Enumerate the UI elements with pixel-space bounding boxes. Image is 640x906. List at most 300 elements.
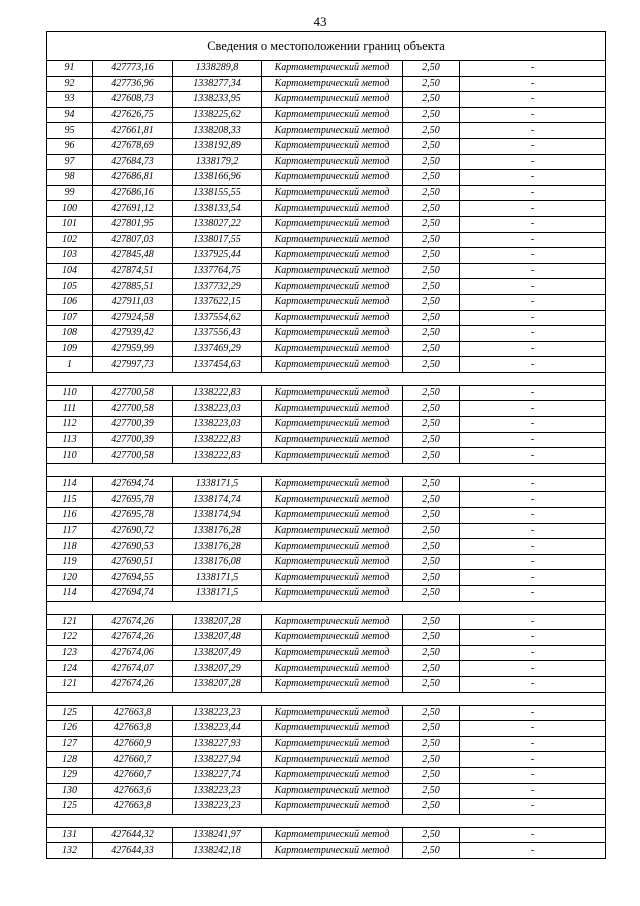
method-cell: Картометрический метод: [262, 736, 403, 752]
precision-cell: 2,50: [403, 570, 460, 586]
coord-x-cell: 427674,07: [93, 661, 173, 677]
method-cell: Картометрический метод: [262, 705, 403, 721]
coord-y-cell: 1338027,22: [173, 216, 262, 232]
precision-cell: 2,50: [403, 843, 460, 859]
point-number-cell: 101: [47, 216, 93, 232]
description-cell: -: [460, 61, 606, 77]
coord-x-cell: 427690,51: [93, 554, 173, 570]
method-cell: Картометрический метод: [262, 614, 403, 630]
coord-y-cell: 1338208,33: [173, 123, 262, 139]
method-cell: Картометрический метод: [262, 154, 403, 170]
precision-cell: 2,50: [403, 92, 460, 108]
coord-x-cell: 427700,39: [93, 417, 173, 433]
point-number-cell: 98: [47, 170, 93, 186]
coord-y-cell: 1337764,75: [173, 263, 262, 279]
table-row: [47, 279, 606, 295]
coord-x-cell: 427663,8: [93, 705, 173, 721]
coord-x-cell: 427997,73: [93, 357, 173, 373]
method-cell: Картометрический метод: [262, 232, 403, 248]
boundary-points-table: [46, 31, 606, 859]
description-cell: -: [460, 310, 606, 326]
method-cell: Картометрический метод: [262, 138, 403, 154]
table-row: [47, 827, 606, 843]
table-row: [47, 201, 606, 217]
precision-cell: 2,50: [403, 341, 460, 357]
description-cell: -: [460, 401, 606, 417]
precision-cell: 2,50: [403, 326, 460, 342]
coord-y-cell: 1338176,28: [173, 539, 262, 555]
point-number-cell: 111: [47, 401, 93, 417]
table-row: [47, 783, 606, 799]
point-number-cell: 119: [47, 554, 93, 570]
coord-x-cell: 427911,03: [93, 294, 173, 310]
table-row: [47, 341, 606, 357]
precision-cell: 2,50: [403, 492, 460, 508]
precision-cell: 2,50: [403, 539, 460, 555]
description-cell: -: [460, 539, 606, 555]
precision-cell: 2,50: [403, 752, 460, 768]
page-number: 43: [313, 14, 327, 29]
table-row: [47, 645, 606, 661]
description-cell: -: [460, 341, 606, 357]
method-cell: Картометрический метод: [262, 827, 403, 843]
coord-y-cell: 1338242,18: [173, 843, 262, 859]
point-number-cell: 125: [47, 799, 93, 815]
table-row: [47, 630, 606, 646]
method-cell: Картометрический метод: [262, 492, 403, 508]
table-row: [47, 554, 606, 570]
group-separator: [47, 601, 606, 614]
coord-y-cell: 1338233,95: [173, 92, 262, 108]
coord-y-cell: 1337732,29: [173, 279, 262, 295]
point-number-cell: 128: [47, 752, 93, 768]
precision-cell: 2,50: [403, 783, 460, 799]
description-cell: -: [460, 263, 606, 279]
table-title-row: [47, 32, 606, 61]
coord-x-cell: 427626,75: [93, 107, 173, 123]
description-cell: -: [460, 676, 606, 692]
method-cell: Картометрический метод: [262, 448, 403, 464]
table-row: [47, 107, 606, 123]
method-cell: Картометрический метод: [262, 661, 403, 677]
coord-x-cell: 427695,78: [93, 508, 173, 524]
coord-x-cell: 427874,51: [93, 263, 173, 279]
table-row: [47, 614, 606, 630]
method-cell: Картометрический метод: [262, 357, 403, 373]
coord-x-cell: 427644,33: [93, 843, 173, 859]
coord-x-cell: 427674,26: [93, 676, 173, 692]
point-number-cell: 122: [47, 630, 93, 646]
description-cell: -: [460, 385, 606, 401]
method-cell: Картометрический метод: [262, 279, 403, 295]
method-cell: Картометрический метод: [262, 676, 403, 692]
method-cell: Картометрический метод: [262, 385, 403, 401]
table-row: [47, 123, 606, 139]
precision-cell: 2,50: [403, 586, 460, 602]
description-cell: -: [460, 248, 606, 264]
point-number-cell: 113: [47, 432, 93, 448]
description-cell: -: [460, 279, 606, 295]
coord-y-cell: 1338289,8: [173, 61, 262, 77]
coord-y-cell: 1338133,54: [173, 201, 262, 217]
precision-cell: 2,50: [403, 357, 460, 373]
precision-cell: 2,50: [403, 170, 460, 186]
description-cell: -: [460, 705, 606, 721]
description-cell: -: [460, 216, 606, 232]
precision-cell: 2,50: [403, 61, 460, 77]
point-number-cell: 110: [47, 448, 93, 464]
method-cell: Картометрический метод: [262, 341, 403, 357]
precision-cell: 2,50: [403, 676, 460, 692]
table-row: [47, 294, 606, 310]
point-number-cell: 91: [47, 61, 93, 77]
table-row: [47, 310, 606, 326]
point-number-cell: 1: [47, 357, 93, 373]
precision-cell: 2,50: [403, 107, 460, 123]
table-row: [47, 232, 606, 248]
coord-x-cell: 427678,69: [93, 138, 173, 154]
table-row: [47, 508, 606, 524]
description-cell: -: [460, 170, 606, 186]
description-cell: -: [460, 476, 606, 492]
method-cell: Картометрический метод: [262, 570, 403, 586]
description-cell: -: [460, 645, 606, 661]
point-number-cell: 108: [47, 326, 93, 342]
precision-cell: 2,50: [403, 554, 460, 570]
coord-x-cell: 427674,26: [93, 614, 173, 630]
coord-y-cell: 1338179,2: [173, 154, 262, 170]
point-number-cell: 94: [47, 107, 93, 123]
description-cell: -: [460, 827, 606, 843]
point-number-cell: 105: [47, 279, 93, 295]
table-row: [47, 326, 606, 342]
method-cell: Картометрический метод: [262, 216, 403, 232]
table-row: [47, 432, 606, 448]
point-number-cell: 125: [47, 705, 93, 721]
point-number-cell: 100: [47, 201, 93, 217]
coord-y-cell: 1338223,23: [173, 705, 262, 721]
precision-cell: 2,50: [403, 154, 460, 170]
coord-x-cell: 427684,73: [93, 154, 173, 170]
coord-x-cell: 427660,9: [93, 736, 173, 752]
method-cell: Картометрический метод: [262, 263, 403, 279]
precision-cell: 2,50: [403, 201, 460, 217]
method-cell: Картометрический метод: [262, 645, 403, 661]
precision-cell: 2,50: [403, 721, 460, 737]
method-cell: Картометрический метод: [262, 61, 403, 77]
description-cell: -: [460, 138, 606, 154]
coord-x-cell: 427694,74: [93, 586, 173, 602]
coord-y-cell: 1338227,94: [173, 752, 262, 768]
description-cell: -: [460, 570, 606, 586]
coord-y-cell: 1338176,28: [173, 523, 262, 539]
description-cell: -: [460, 232, 606, 248]
coord-y-cell: 1338207,48: [173, 630, 262, 646]
point-number-cell: 131: [47, 827, 93, 843]
description-cell: -: [460, 736, 606, 752]
precision-cell: 2,50: [403, 263, 460, 279]
coord-y-cell: 1338171,5: [173, 586, 262, 602]
point-number-cell: 114: [47, 586, 93, 602]
method-cell: Картометрический метод: [262, 326, 403, 342]
point-number-cell: 114: [47, 476, 93, 492]
coord-x-cell: 427660,7: [93, 767, 173, 783]
coord-y-cell: 1338223,03: [173, 417, 262, 433]
precision-cell: 2,50: [403, 661, 460, 677]
coord-x-cell: 427660,7: [93, 752, 173, 768]
table-row: [47, 448, 606, 464]
coord-y-cell: 1338223,03: [173, 401, 262, 417]
coord-x-cell: 427885,51: [93, 279, 173, 295]
coord-y-cell: 1338174,94: [173, 508, 262, 524]
precision-cell: 2,50: [403, 138, 460, 154]
point-number-cell: 96: [47, 138, 93, 154]
method-cell: Картометрический метод: [262, 783, 403, 799]
coord-y-cell: 1338223,44: [173, 721, 262, 737]
table-row: [47, 61, 606, 77]
description-cell: -: [460, 76, 606, 92]
coord-x-cell: 427694,55: [93, 570, 173, 586]
precision-cell: 2,50: [403, 417, 460, 433]
table-row: [47, 263, 606, 279]
method-cell: Картометрический метод: [262, 401, 403, 417]
precision-cell: 2,50: [403, 799, 460, 815]
method-cell: Картометрический метод: [262, 767, 403, 783]
point-number-cell: 112: [47, 417, 93, 433]
method-cell: Картометрический метод: [262, 586, 403, 602]
method-cell: Картометрический метод: [262, 539, 403, 555]
table-row: [47, 721, 606, 737]
point-number-cell: 97: [47, 154, 93, 170]
coord-x-cell: 427700,39: [93, 432, 173, 448]
precision-cell: 2,50: [403, 508, 460, 524]
description-cell: -: [460, 767, 606, 783]
coord-x-cell: 427691,12: [93, 201, 173, 217]
method-cell: Картометрический метод: [262, 554, 403, 570]
coord-y-cell: 1338225,62: [173, 107, 262, 123]
method-cell: Картометрический метод: [262, 432, 403, 448]
point-number-cell: 115: [47, 492, 93, 508]
method-cell: Картометрический метод: [262, 752, 403, 768]
coord-y-cell: 1337454,63: [173, 357, 262, 373]
table-row: [47, 843, 606, 859]
method-cell: Картометрический метод: [262, 310, 403, 326]
method-cell: Картометрический метод: [262, 170, 403, 186]
method-cell: Картометрический метод: [262, 123, 403, 139]
coord-x-cell: 427700,58: [93, 385, 173, 401]
coord-x-cell: 427700,58: [93, 401, 173, 417]
method-cell: Картометрический метод: [262, 201, 403, 217]
table-row: [47, 705, 606, 721]
point-number-cell: 121: [47, 614, 93, 630]
method-cell: Картометрический метод: [262, 107, 403, 123]
point-number-cell: 92: [47, 76, 93, 92]
point-number-cell: 95: [47, 123, 93, 139]
coord-y-cell: 1338171,5: [173, 570, 262, 586]
coord-x-cell: 427924,58: [93, 310, 173, 326]
description-cell: -: [460, 586, 606, 602]
method-cell: Картометрический метод: [262, 523, 403, 539]
coord-y-cell: 1338223,23: [173, 799, 262, 815]
precision-cell: 2,50: [403, 401, 460, 417]
coord-y-cell: 1338222,83: [173, 432, 262, 448]
point-number-cell: 99: [47, 185, 93, 201]
coord-x-cell: 427663,8: [93, 799, 173, 815]
method-cell: Картометрический метод: [262, 248, 403, 264]
precision-cell: 2,50: [403, 645, 460, 661]
coord-x-cell: 427845,48: [93, 248, 173, 264]
separator-cell: [47, 601, 606, 614]
coord-y-cell: 1338241,97: [173, 827, 262, 843]
precision-cell: 2,50: [403, 827, 460, 843]
precision-cell: 2,50: [403, 476, 460, 492]
point-number-cell: 126: [47, 721, 93, 737]
coord-y-cell: 1338227,74: [173, 767, 262, 783]
coord-y-cell: 1338207,49: [173, 645, 262, 661]
precision-cell: 2,50: [403, 279, 460, 295]
coord-y-cell: 1338227,93: [173, 736, 262, 752]
coord-y-cell: 1338207,28: [173, 614, 262, 630]
coord-x-cell: 427939,42: [93, 326, 173, 342]
coord-y-cell: 1337556,43: [173, 326, 262, 342]
description-cell: -: [460, 185, 606, 201]
description-cell: -: [460, 417, 606, 433]
method-cell: Картометрический метод: [262, 843, 403, 859]
point-number-cell: 116: [47, 508, 93, 524]
point-number-cell: 132: [47, 843, 93, 859]
description-cell: -: [460, 201, 606, 217]
coord-x-cell: 427663,8: [93, 721, 173, 737]
table-row: [47, 170, 606, 186]
coord-y-cell: 1338176,08: [173, 554, 262, 570]
coord-x-cell: 427663,6: [93, 783, 173, 799]
precision-cell: 2,50: [403, 76, 460, 92]
point-number-cell: 102: [47, 232, 93, 248]
coord-x-cell: 427644,32: [93, 827, 173, 843]
table-row: [47, 736, 606, 752]
method-cell: Картометрический метод: [262, 185, 403, 201]
precision-cell: 2,50: [403, 123, 460, 139]
description-cell: -: [460, 492, 606, 508]
point-number-cell: 120: [47, 570, 93, 586]
precision-cell: 2,50: [403, 448, 460, 464]
precision-cell: 2,50: [403, 216, 460, 232]
coord-x-cell: 427736,96: [93, 76, 173, 92]
table-row: [47, 676, 606, 692]
description-cell: -: [460, 614, 606, 630]
table-row: [47, 752, 606, 768]
table-row: [47, 138, 606, 154]
coord-x-cell: 427674,26: [93, 630, 173, 646]
method-cell: Картометрический метод: [262, 76, 403, 92]
point-number-cell: 104: [47, 263, 93, 279]
coord-x-cell: 427807,03: [93, 232, 173, 248]
precision-cell: 2,50: [403, 705, 460, 721]
table-row: [47, 539, 606, 555]
point-number-cell: 124: [47, 661, 93, 677]
group-separator: [47, 372, 606, 385]
coord-x-cell: 427661,81: [93, 123, 173, 139]
description-cell: -: [460, 843, 606, 859]
description-cell: -: [460, 721, 606, 737]
table-row: [47, 417, 606, 433]
description-cell: -: [460, 661, 606, 677]
description-cell: -: [460, 357, 606, 373]
coord-x-cell: 427959,99: [93, 341, 173, 357]
table-row: [47, 216, 606, 232]
point-number-cell: 130: [47, 783, 93, 799]
coord-x-cell: 427694,74: [93, 476, 173, 492]
description-cell: -: [460, 752, 606, 768]
precision-cell: 2,50: [403, 310, 460, 326]
precision-cell: 2,50: [403, 294, 460, 310]
description-cell: -: [460, 123, 606, 139]
precision-cell: 2,50: [403, 432, 460, 448]
table-row: [47, 76, 606, 92]
point-number-cell: 110: [47, 385, 93, 401]
group-separator: [47, 814, 606, 827]
precision-cell: 2,50: [403, 523, 460, 539]
coord-x-cell: 427700,58: [93, 448, 173, 464]
separator-cell: [47, 463, 606, 476]
coord-x-cell: 427690,53: [93, 539, 173, 555]
point-number-cell: 109: [47, 341, 93, 357]
description-cell: -: [460, 92, 606, 108]
coord-y-cell: 1338192,89: [173, 138, 262, 154]
description-cell: -: [460, 523, 606, 539]
coord-x-cell: 427773,16: [93, 61, 173, 77]
group-separator: [47, 692, 606, 705]
method-cell: Картометрический метод: [262, 476, 403, 492]
point-number-cell: 123: [47, 645, 93, 661]
description-cell: -: [460, 326, 606, 342]
coord-y-cell: 1338277,34: [173, 76, 262, 92]
table-row: [47, 185, 606, 201]
coord-y-cell: 1338223,23: [173, 783, 262, 799]
point-number-cell: 107: [47, 310, 93, 326]
coord-y-cell: 1337925,44: [173, 248, 262, 264]
description-cell: -: [460, 432, 606, 448]
precision-cell: 2,50: [403, 185, 460, 201]
precision-cell: 2,50: [403, 736, 460, 752]
method-cell: Картометрический метод: [262, 294, 403, 310]
method-cell: Картометрический метод: [262, 417, 403, 433]
point-number-cell: 93: [47, 92, 93, 108]
coord-y-cell: 1338017,55: [173, 232, 262, 248]
precision-cell: 2,50: [403, 767, 460, 783]
table-row: [47, 401, 606, 417]
point-number-cell: 103: [47, 248, 93, 264]
coord-y-cell: 1337469,29: [173, 341, 262, 357]
description-cell: -: [460, 554, 606, 570]
table-row: [47, 492, 606, 508]
method-cell: Картометрический метод: [262, 508, 403, 524]
method-cell: Картометрический метод: [262, 799, 403, 815]
description-cell: -: [460, 799, 606, 815]
group-separator: [47, 463, 606, 476]
coord-y-cell: 1338174,74: [173, 492, 262, 508]
table-row: [47, 357, 606, 373]
table-row: [47, 385, 606, 401]
table-row: [47, 476, 606, 492]
coord-x-cell: 427674,06: [93, 645, 173, 661]
description-cell: -: [460, 630, 606, 646]
coord-x-cell: 427686,16: [93, 185, 173, 201]
description-cell: -: [460, 154, 606, 170]
precision-cell: 2,50: [403, 232, 460, 248]
table-title: Сведения о местоположении границ объекта: [47, 32, 606, 61]
table-row: [47, 523, 606, 539]
